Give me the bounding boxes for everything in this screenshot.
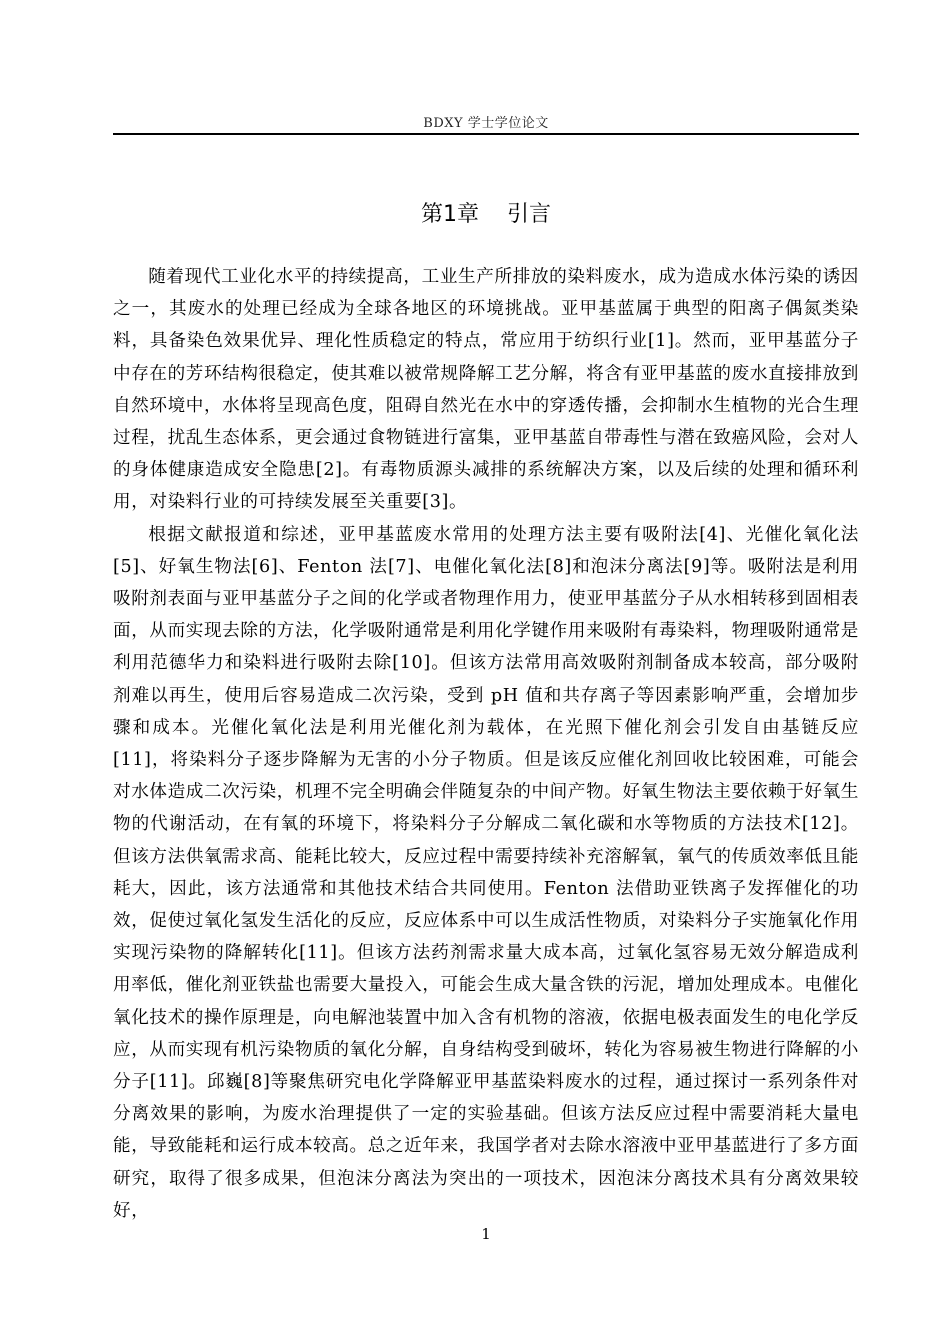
header-rule <box>113 133 859 135</box>
paragraph: 根据文献报道和综述，亚甲基蓝废水常用的处理方法主要有吸附法[4]、光催化氧化法[5]、好氧生物法[6]、Fenton 法[7]、电催化氧化法[8]和泡沫分离法[9]等。吸附法是利用吸附剂表面与亚甲基蓝分子之间的化学或者物理作用力，使亚甲基蓝分子从水相转移到固相表面，从而实现去除的方法，化学吸附通常是利用化学键作用来吸附有毒染料，物理吸附通常是利用范德华力和染料进行吸附去除[10]。但该方法常用高效吸附剂制备成本较高，部分吸附剂难以再生，使用后容易造成二次污染，受到 pH 值和共存离子等因素影响严重，会增加步骤和成本。光催化氧化法是利用光催化剂为载体，在光照下催化剂会引发自由基链反应[11]，将染料分子逐步降解为无害的小分子物质。但是该反应催化剂回收比较困难，可能会对水体造成二次污染，机理不完全明确会伴随复杂的中间产物。好氧生物法主要依赖于好氧生物的代谢活动，在有氧的环境下，将染料分子分解成二氧化碳和水等物质的方法技术[12]。但该方法供氧需求高、能耗比较大，反应过程中需要持续补充溶解氧，氧气的传质效率低且能耗大，因此，该方法通常和其他技术结合共同使用。Fenton 法借助亚铁离子发挥催化的功效，促使过氧化氢发生活化的反应，反应体系中可以生成活性物质，对染料分子实施氧化作用实现污染物的降解转化[11]。但该方法药剂需求量大成本高，过氧化氢容易无效分解造成利用率低，催化剂亚铁盐也需要大量投入，可能会生成大量含铁的污泥，增加处理成本。电催化氧化技术的操作原理是，向电解池装置中加入含有机物的溶液，依据电极表面发生的电化学反应，从而实现有机污染物质的氧化分解，自身结构受到破坏，转化为容易被生物进行降解的小分子[11]。邱巍[8]等聚焦研究电化学降解亚甲基蓝染料废水的过程，通过探讨一系列条件对分离效果的影响，为废水治理提供了一定的实验基础。但该方法反应过程中需要消耗大量电能，导致能耗和运行成本较高。总之近年来，我国学者对去除水溶液中亚甲基蓝进行了多方面研究，取得了很多成果，但泡沫分离法为突出的一项技术，因泡沫分离技术具有分离效果较好， <box>113 524 859 1221</box>
running-header: BDXY 学士学位论文 <box>423 116 549 131</box>
chapter-name: 引言 <box>506 202 551 227</box>
paragraph: 随着现代工业化水平的持续提高，工业生产所排放的染料废水，成为造成水体污染的诱因之一，其废水的处理已经成为全球各地区的环境挑战。亚甲基蓝属于典型的阳离子偶氮类染料，具备染色效果优异、理化性质稳定的特点，常应用于纺织行业[1]。然而，亚甲基蓝分子中存在的芳环结构很稳定，使其难以被常规降解工艺分解，将含有亚甲基蓝的废水直接排放到自然环境中，水体将呈现高色度，阻碍自然光在水中的穿透传播，会抑制水生植物的光合生理过程，扰乱生态体系，更会通过食物链进行富集，亚甲基蓝自带毒性与潜在致癌风险，会对人的身体健康造成安全隐患[2]。有毒物质源头减排的系统解决方案，以及后续的处理和循环利用，对染料行业的可持续发展至关重要[3]。 <box>113 267 859 513</box>
body-text <box>113 261 859 1227</box>
page-number: 1 <box>481 1225 491 1243</box>
chapter-number: 第1章 <box>420 202 479 227</box>
chapter-title <box>113 199 859 231</box>
